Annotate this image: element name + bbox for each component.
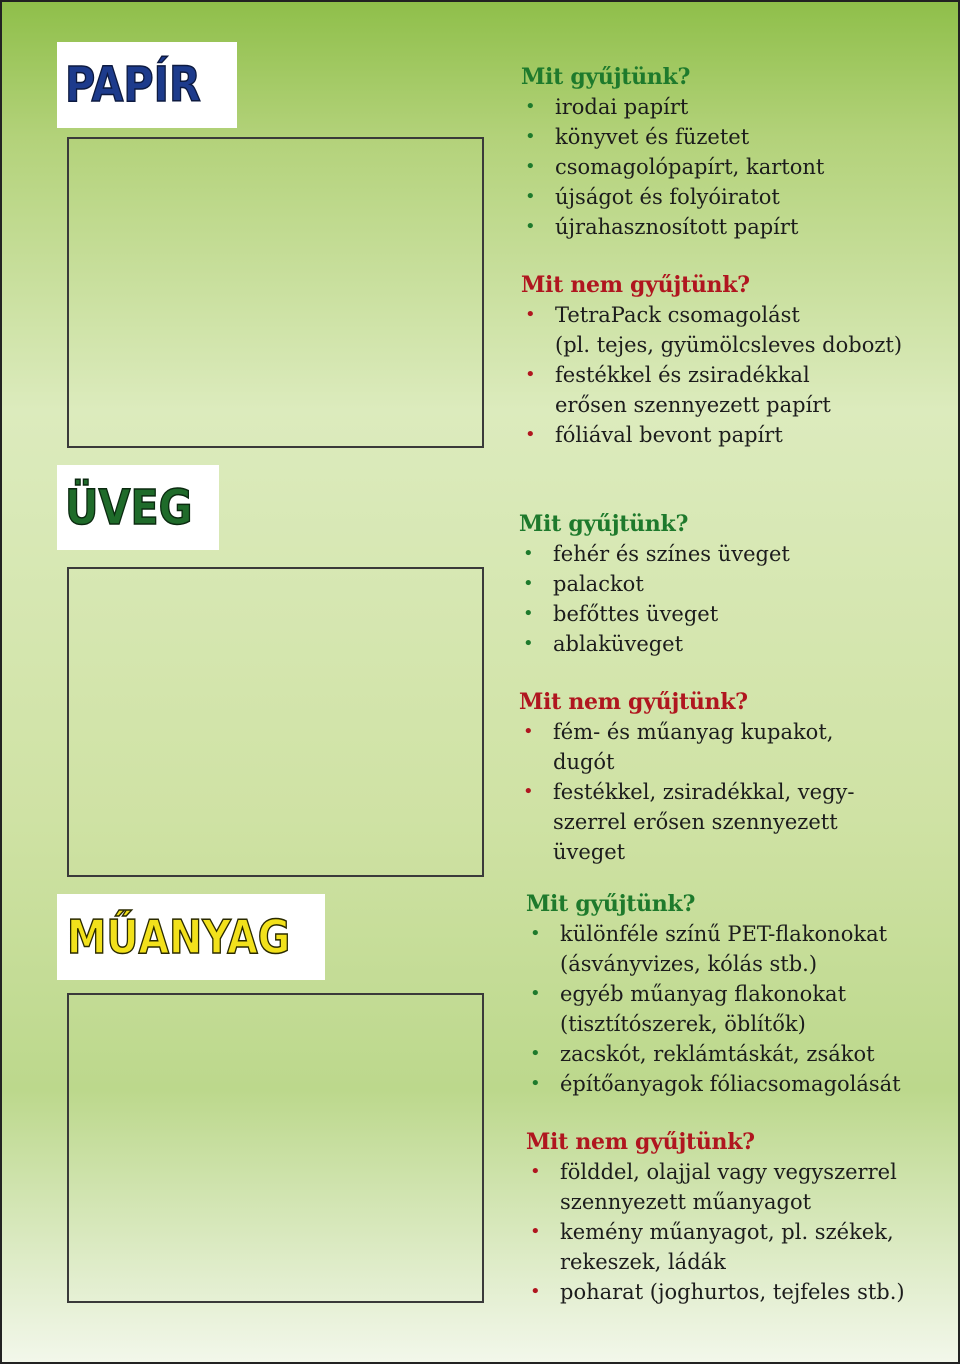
list-item-text: befőttes üveget — [553, 602, 719, 626]
bullet-icon: • — [530, 923, 541, 944]
bullet-icon: • — [525, 304, 536, 325]
list-item — [521, 420, 902, 450]
list-item-text: zacskót, reklámtáskát, zsákot — [560, 1042, 875, 1066]
list-item-text: poharat (joghurtos, tejfeles stb.) — [560, 1280, 905, 1304]
list-item-text: rekeszek, ládák — [560, 1250, 726, 1274]
list-item-text: (tisztítószerek, öblítők) — [560, 1012, 806, 1036]
list-item — [526, 1277, 905, 1307]
bullet-icon: • — [523, 781, 534, 802]
bullet-icon: • — [530, 1281, 541, 1302]
list-item — [526, 1069, 905, 1099]
list-item — [526, 919, 905, 979]
muanyag-collect-heading: Mit gyűjtünk? — [526, 891, 696, 917]
bullet-icon: • — [525, 364, 536, 385]
muanyag-info — [526, 889, 905, 1307]
muanyag-image-placeholder — [67, 993, 484, 1303]
list-item — [526, 979, 905, 1039]
papir-logo-box — [57, 42, 237, 128]
bullet-icon: • — [523, 633, 534, 654]
papir-collect-heading: Mit gyűjtünk? — [521, 64, 691, 90]
bullet-icon: • — [530, 1221, 541, 1242]
list-item-text: könyvet és füzetet — [555, 125, 750, 149]
muanyag-logo-box — [57, 894, 325, 980]
papir-info — [521, 62, 902, 450]
bullet-icon: • — [530, 1043, 541, 1064]
bullet-icon: • — [530, 1073, 541, 1094]
list-item — [526, 1157, 905, 1217]
list-item — [519, 777, 855, 867]
muanyag-collect-list — [526, 919, 905, 1099]
list-item-text: TetraPack csomagolást — [555, 303, 800, 327]
list-item — [521, 300, 902, 360]
list-item-text: festékkel és zsiradékkal — [555, 363, 810, 387]
list-item — [521, 182, 902, 212]
uveg-not-collect-list — [519, 717, 855, 867]
list-item-text: festékkel, zsiradékkal, vegy- — [553, 780, 855, 804]
list-item — [521, 152, 902, 182]
papir-not-collect-heading: Mit nem gyűjtünk? — [521, 272, 750, 298]
uveg-info — [519, 509, 855, 867]
list-item — [519, 717, 855, 777]
papir-logo: PAPÍR — [65, 57, 201, 113]
list-item-text: szerrel erősen szennyezett — [553, 810, 838, 834]
bullet-icon: • — [525, 424, 536, 445]
list-item-text: újrahasznosított papírt — [555, 215, 799, 239]
list-item-text: üveget — [553, 840, 626, 864]
list-item-text: (ásványvizes, kólás stb.) — [560, 952, 818, 976]
list-item-text: építőanyagok fóliacsomagolását — [560, 1072, 901, 1096]
list-item-text: dugót — [553, 750, 615, 774]
list-item-text: fóliával bevont papírt — [555, 423, 783, 447]
uveg-collect-heading: Mit gyűjtünk? — [519, 511, 689, 537]
list-item-text: földdel, olajjal vagy vegyszerrel — [560, 1160, 897, 1184]
uveg-collect-list — [519, 539, 855, 659]
bullet-icon: • — [525, 96, 536, 117]
uveg-logo: ÜVEG — [65, 479, 193, 536]
list-item-text: erősen szennyezett papírt — [555, 393, 831, 417]
bullet-icon: • — [523, 573, 534, 594]
muanyag-not-collect-list — [526, 1157, 905, 1307]
list-item — [519, 629, 855, 659]
list-item — [526, 1217, 905, 1277]
list-item-text: egyéb műanyag flakonokat — [560, 982, 847, 1006]
papir-image-placeholder — [67, 137, 484, 448]
papir-collect-list — [521, 92, 902, 242]
list-item — [521, 360, 902, 420]
list-item — [519, 569, 855, 599]
list-item — [521, 92, 902, 122]
bullet-icon: • — [523, 721, 534, 742]
list-item — [526, 1039, 905, 1069]
list-item-text: fém- és műanyag kupakot, — [553, 720, 834, 744]
list-item-text: különféle színű PET-flakonokat — [560, 922, 888, 946]
muanyag-logo: MŰANYAG — [67, 910, 291, 964]
list-item-text: újságot és folyóiratot — [555, 185, 780, 209]
list-item-text: szennyezett műanyagot — [560, 1190, 812, 1214]
list-item-text: csomagolópapírt, kartont — [555, 155, 825, 179]
bullet-icon: • — [530, 983, 541, 1004]
bullet-icon: • — [523, 603, 534, 624]
muanyag-not-collect-heading: Mit nem gyűjtünk? — [526, 1129, 755, 1155]
papir-not-collect-list — [521, 300, 902, 450]
bullet-icon: • — [525, 186, 536, 207]
uveg-image-placeholder — [67, 567, 484, 877]
bullet-icon: • — [525, 156, 536, 177]
list-item-text: fehér és színes üveget — [553, 542, 790, 566]
bullet-icon: • — [525, 126, 536, 147]
list-item — [521, 122, 902, 152]
list-item — [521, 212, 902, 242]
list-item — [519, 539, 855, 569]
list-item-text: (pl. tejes, gyümölcsleves dobozt) — [555, 333, 903, 357]
list-item-text: ablaküveget — [553, 632, 684, 656]
list-item-text: kemény műanyagot, pl. székek, — [560, 1220, 894, 1244]
bullet-icon: • — [530, 1161, 541, 1182]
list-item-text: irodai papírt — [555, 95, 689, 119]
list-item — [519, 599, 855, 629]
uveg-not-collect-heading: Mit nem gyűjtünk? — [519, 689, 748, 715]
bullet-icon: • — [523, 543, 534, 564]
uveg-logo-box — [57, 465, 219, 550]
bullet-icon: • — [525, 216, 536, 237]
list-item-text: palackot — [553, 572, 644, 596]
